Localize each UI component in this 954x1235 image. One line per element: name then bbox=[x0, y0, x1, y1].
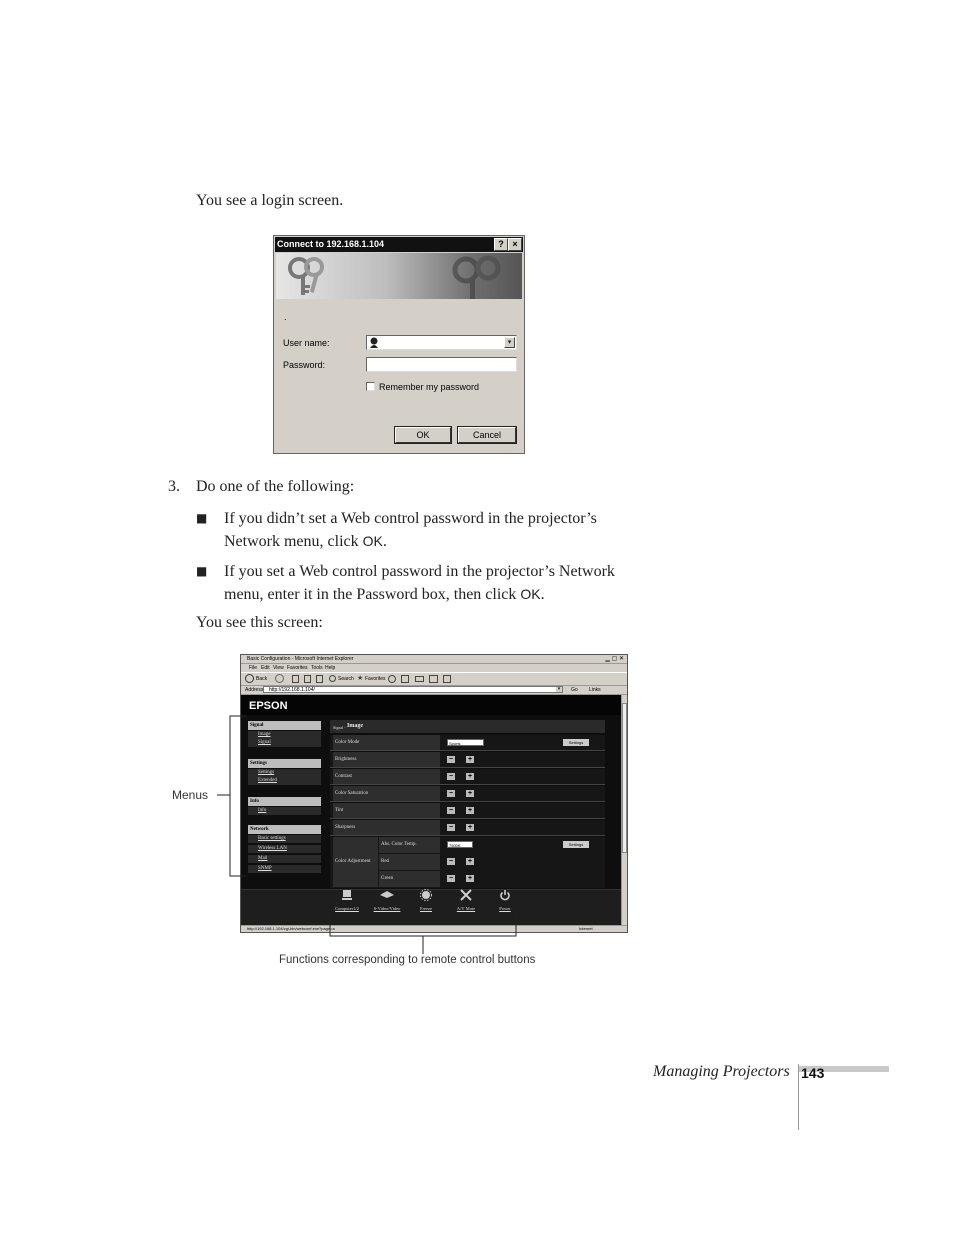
power-icon bbox=[499, 889, 511, 901]
color-mode-select[interactable] bbox=[447, 739, 484, 746]
brightness-minus-button[interactable]: − bbox=[448, 756, 454, 763]
svideo-icon bbox=[379, 889, 395, 901]
login-title: Connect to 192.168.1.104 bbox=[275, 237, 523, 252]
browser-title: Basic Configuration - Microsoft Internet Explorer bbox=[247, 656, 354, 662]
color-adjustment-label: Color Adjustment bbox=[333, 837, 378, 887]
function-freeze[interactable] bbox=[406, 888, 446, 911]
address-input[interactable] bbox=[263, 686, 563, 693]
row-label: Brightness bbox=[333, 752, 440, 767]
bullet-1-ok: OK bbox=[362, 533, 383, 549]
window-controls-icon[interactable]: ▁ ▢ ✕ bbox=[605, 656, 624, 662]
search-icon[interactable] bbox=[329, 675, 336, 682]
red-minus-button[interactable]: − bbox=[448, 858, 454, 865]
function-power[interactable] bbox=[485, 888, 525, 911]
sharpness-minus-button[interactable]: − bbox=[448, 824, 454, 831]
color-adjustment-block bbox=[330, 837, 605, 888]
function-av-mute[interactable] bbox=[446, 888, 486, 911]
function-svideo-label: S-Video/Video bbox=[373, 906, 401, 911]
row-contrast bbox=[330, 769, 605, 785]
browser-menubar bbox=[241, 664, 627, 672]
menu-item-snmp[interactable]: SNMP bbox=[248, 865, 321, 873]
history-icon[interactable] bbox=[388, 675, 396, 683]
menu-favorites[interactable]: Favorites bbox=[287, 665, 308, 671]
menu-view[interactable]: View bbox=[273, 665, 284, 671]
menus-bracket bbox=[212, 712, 248, 882]
intro-text: You see a login screen. bbox=[196, 192, 344, 209]
login-dialog-screenshot bbox=[273, 235, 525, 454]
bullet-1: ■ bbox=[196, 511, 208, 525]
row-label: Tint bbox=[333, 803, 440, 818]
stop-icon[interactable] bbox=[292, 675, 299, 683]
menu-tools[interactable]: Tools bbox=[311, 665, 323, 671]
remember-label: Remember my password bbox=[379, 382, 480, 392]
function-computer-label: Computer1/2 bbox=[335, 906, 359, 911]
media-icon[interactable] bbox=[401, 675, 409, 683]
cancel-button[interactable]: Cancel bbox=[458, 427, 516, 443]
color-temp-select[interactable] bbox=[447, 841, 473, 848]
content-header bbox=[330, 720, 605, 733]
remember-checkbox[interactable] bbox=[366, 382, 375, 391]
browser-toolbar bbox=[241, 672, 627, 686]
scrollbar-thumb[interactable] bbox=[622, 703, 627, 853]
bullet-1-text bbox=[224, 508, 624, 553]
status-url: http://192.168.1.104/cgi-bin/webconf.exe?page=a bbox=[247, 926, 335, 931]
row-brightness bbox=[330, 752, 605, 768]
saturation-plus-button[interactable]: + bbox=[467, 790, 473, 797]
go-button[interactable]: Go bbox=[571, 687, 578, 693]
edit-icon[interactable] bbox=[443, 675, 451, 683]
bullet-2-post: . bbox=[540, 586, 545, 603]
page-title: Image bbox=[347, 723, 363, 729]
section-title: Managing Projectors bbox=[653, 1063, 790, 1080]
keys-watermark-icon bbox=[444, 255, 514, 299]
password-field[interactable] bbox=[366, 357, 517, 372]
menu-item-info[interactable]: Info bbox=[248, 807, 321, 815]
menu-item-basic-settings[interactable]: Basic settings bbox=[248, 835, 321, 843]
scrollbar[interactable] bbox=[621, 695, 627, 925]
row-color-saturation bbox=[330, 786, 605, 802]
freeze-icon bbox=[420, 889, 432, 901]
address-value: http://192.168.1.104/ bbox=[269, 687, 315, 693]
browser-titlebar bbox=[241, 655, 627, 664]
step-number: 3. bbox=[168, 478, 180, 495]
menu-edit[interactable]: Edit bbox=[261, 665, 270, 671]
user-name-field[interactable] bbox=[366, 335, 517, 350]
ok-button[interactable]: OK bbox=[395, 427, 451, 443]
bullet-1-pre: If you didn’t set a Web control password in the projector’s Network menu, click bbox=[224, 510, 597, 550]
bullet-2-ok: OK bbox=[520, 586, 541, 602]
menus-callout: Menus bbox=[172, 788, 209, 802]
mail-icon[interactable] bbox=[415, 676, 424, 682]
back-icon[interactable] bbox=[245, 674, 254, 683]
page-number: 143 bbox=[801, 1065, 825, 1081]
login-dot: . bbox=[284, 312, 287, 322]
row-label: Sharpness bbox=[333, 820, 440, 835]
tint-plus-button[interactable]: + bbox=[467, 807, 473, 814]
links-label[interactable]: Links bbox=[589, 687, 601, 693]
color-mode-value: Sports bbox=[449, 741, 461, 746]
password-label: Password: bbox=[283, 360, 326, 370]
function-computer[interactable] bbox=[327, 888, 367, 911]
epson-logo: EPSON bbox=[249, 700, 288, 712]
address-label: Address bbox=[245, 687, 264, 693]
sharpness-plus-button[interactable]: + bbox=[467, 824, 473, 831]
user-name-label: User name: bbox=[283, 338, 330, 348]
av-mute-icon bbox=[460, 889, 472, 901]
menu-item-extended[interactable]: Extended bbox=[248, 777, 321, 785]
row-label: Color Saturation bbox=[333, 786, 440, 801]
tint-minus-button[interactable]: − bbox=[448, 807, 454, 814]
saturation-minus-button[interactable]: − bbox=[448, 790, 454, 797]
row-label: Contrast bbox=[333, 769, 440, 784]
functions-callout: Functions corresponding to remote control buttons bbox=[279, 954, 536, 966]
function-av-mute-label: A/V Mute bbox=[456, 906, 476, 911]
back-label[interactable]: Back bbox=[256, 676, 268, 682]
menu-info[interactable]: Info bbox=[248, 797, 321, 806]
bullet-2: ■ bbox=[196, 564, 208, 578]
favorites-icon[interactable]: ★ bbox=[357, 674, 364, 682]
computer-icon bbox=[342, 889, 352, 901]
menu-item-wireless-lan[interactable]: Wireless LAN bbox=[248, 845, 321, 853]
menu-item-mail[interactable]: Mail bbox=[248, 855, 321, 863]
color-temp-settings-button[interactable]: Settings bbox=[563, 841, 589, 848]
red-label: Red bbox=[379, 854, 440, 870]
green-minus-button[interactable]: − bbox=[448, 875, 454, 882]
dropdown-arrow-icon[interactable]: ▾ bbox=[504, 337, 515, 348]
print-icon[interactable] bbox=[429, 675, 438, 683]
menu-item-settings[interactable]: Settings bbox=[248, 769, 321, 777]
brand-header bbox=[241, 695, 621, 715]
see-screen-text: You see this screen: bbox=[196, 614, 323, 631]
menu-network[interactable]: Network bbox=[248, 825, 321, 834]
forward-icon[interactable] bbox=[275, 674, 284, 683]
favorites-label[interactable]: Favorites bbox=[365, 676, 386, 682]
function-freeze-label: Freeze bbox=[420, 906, 432, 911]
row-sharpness bbox=[330, 820, 605, 836]
color-temp-value: 7500K bbox=[449, 843, 461, 848]
function-svideo[interactable] bbox=[367, 888, 407, 911]
home-icon[interactable] bbox=[316, 675, 323, 683]
contrast-minus-button[interactable]: − bbox=[448, 773, 454, 780]
menu-item-image[interactable]: Image bbox=[248, 731, 321, 739]
close-button[interactable]: × bbox=[508, 238, 522, 251]
keys-icon bbox=[284, 255, 334, 299]
row-tint bbox=[330, 803, 605, 819]
breadcrumb: Signal - bbox=[333, 725, 346, 730]
bullet-2-text bbox=[224, 561, 634, 606]
functions-bracket bbox=[326, 914, 520, 956]
brightness-plus-button[interactable]: + bbox=[467, 756, 473, 763]
green-plus-button[interactable]: + bbox=[467, 875, 473, 882]
keys-banner bbox=[276, 253, 522, 299]
row-color-mode bbox=[330, 735, 605, 751]
refresh-icon[interactable] bbox=[304, 675, 311, 683]
red-plus-button[interactable]: + bbox=[467, 858, 473, 865]
menu-signal[interactable]: Signal bbox=[248, 721, 321, 730]
menu-help[interactable]: Help bbox=[325, 665, 336, 671]
help-button[interactable]: ? bbox=[494, 238, 508, 251]
search-label[interactable]: Search bbox=[338, 676, 354, 682]
color-mode-settings-button[interactable]: Settings bbox=[563, 739, 589, 746]
bullet-1-post: . bbox=[382, 533, 387, 550]
browser-addressbar bbox=[241, 685, 627, 695]
status-zone: Internet bbox=[579, 926, 593, 931]
contrast-plus-button[interactable]: + bbox=[467, 773, 473, 780]
menu-item-signal[interactable]: Signal bbox=[248, 739, 321, 747]
function-power-label: Power bbox=[499, 906, 511, 911]
address-dropdown-icon[interactable]: ▾ bbox=[557, 686, 561, 692]
menu-settings[interactable]: Settings bbox=[248, 759, 321, 768]
green-label: Green bbox=[379, 871, 440, 887]
menu-file[interactable]: File bbox=[249, 665, 258, 671]
step-text: Do one of the following: bbox=[196, 478, 355, 495]
row-label: Color Mode bbox=[333, 735, 440, 750]
bullet-2-pre: If you set a Web control password in the projector’s Network menu, enter it in the Password box, then click bbox=[224, 563, 615, 603]
abs-color-temp-label: Abs. Color Temp. bbox=[379, 837, 440, 853]
footer-rule bbox=[798, 1064, 799, 1130]
user-icon bbox=[369, 337, 379, 348]
